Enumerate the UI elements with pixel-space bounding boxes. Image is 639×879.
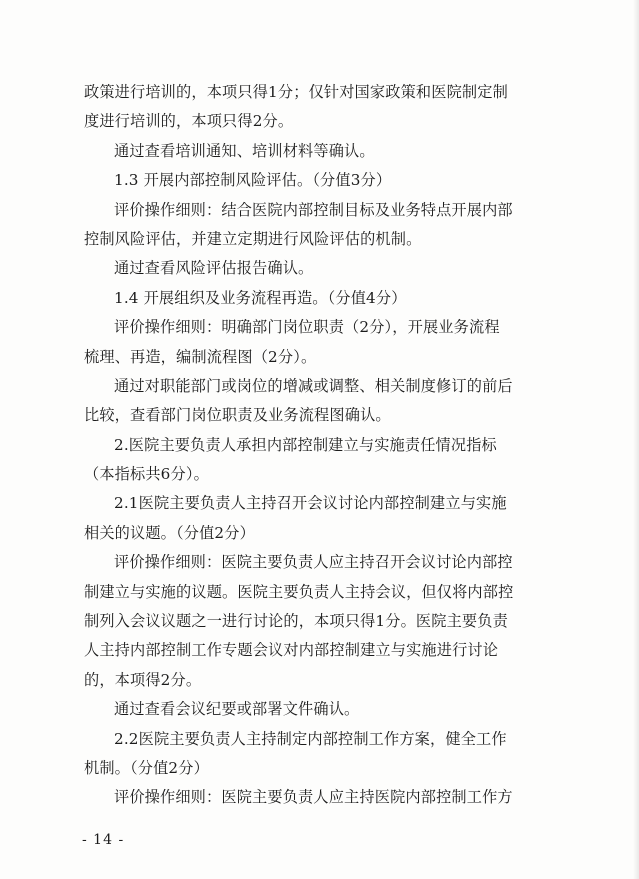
text-line: 制列入会议议题之一进行讨论的，本项只得1分。医院主要负责 xyxy=(84,612,508,631)
text-line: 通过查看会议纪要或部署文件确认。 xyxy=(114,700,360,719)
text-line: （本指标共6分）。 xyxy=(84,465,209,484)
text-line: 度进行培训的，本项只得2分。 xyxy=(84,112,294,131)
text-line: 通过查看风险评估报告确认。 xyxy=(114,259,314,278)
text-line: 机制。（分值2分） xyxy=(84,758,209,777)
text-line: 1.3 开展内部控制风险评估。（分值3分） xyxy=(114,171,392,190)
text-line: 评价操作细则：明确部门岗位职责（2分），开展业务流程 xyxy=(114,318,500,337)
text-line: 控制风险评估，并建立定期进行风险评估的机制。 xyxy=(84,229,422,248)
text-line: 评价操作细则：结合医院内部控制目标及业务特点开展内部 xyxy=(114,200,513,219)
text-line: 1.4 开展组织及业务流程再造。（分值4分） xyxy=(114,288,407,307)
text-line: 制建立与实施的议题。医院主要负责人主持会议，但仅将内部控 xyxy=(84,582,514,601)
page-edge-shadow xyxy=(633,0,639,879)
text-line: 的，本项得2分。 xyxy=(84,670,202,689)
text-line: 2.2医院主要负责人主持制定内部控制工作方案，健全工作 xyxy=(114,729,507,748)
text-line: 梳理、再造，编制流程图（2分）。 xyxy=(84,347,317,366)
text-line: 比较，查看部门岗位职责及业务流程图确认。 xyxy=(84,406,391,425)
text-line: 2.1医院主要负责人主持召开会议讨论内部控制建立与实施 xyxy=(114,494,507,513)
document-body xyxy=(84,78,554,813)
page-number: - 14 - xyxy=(82,832,125,848)
text-line: 通过查看培训通知、培训材料等确认。 xyxy=(114,141,375,160)
text-line: 相关的议题。（分值2分） xyxy=(84,523,255,542)
text-line: 评价操作细则：医院主要负责人应主持召开会议讨论内部控 xyxy=(114,553,513,572)
text-line: 2.医院主要负责人承担内部控制建立与实施责任情况指标 xyxy=(114,435,497,454)
text-line: 人主持内部控制工作专题会议对内部控制建立与实施进行讨论 xyxy=(84,641,499,660)
text-line: 政策进行培训的，本项只得1分；仅针对国家政策和医院制定制 xyxy=(84,83,508,101)
text-line: 评价操作细则：医院主要负责人应主持医院内部控制工作方 xyxy=(114,788,513,807)
text-line: 通过对职能部门或岗位的增减或调整、相关制度修订的前后 xyxy=(114,376,513,395)
